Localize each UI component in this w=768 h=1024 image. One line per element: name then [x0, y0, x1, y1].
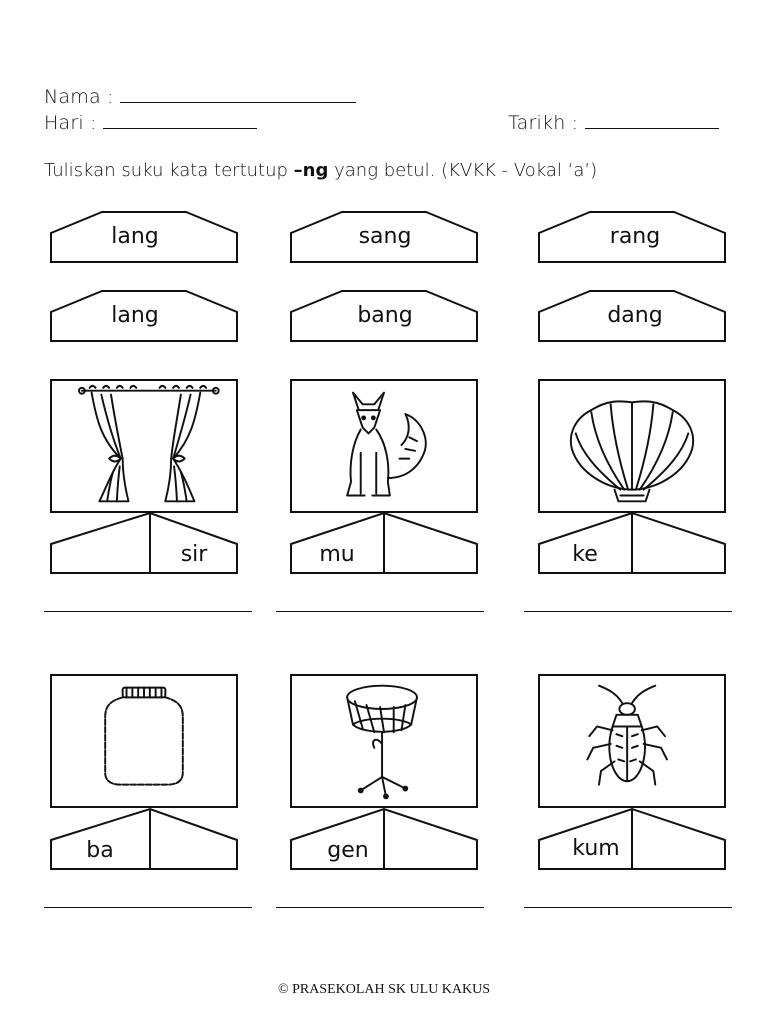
instruction: [44, 160, 597, 181]
picture-box: [50, 674, 238, 808]
syllable-label: gen: [327, 838, 369, 863]
beetle-icon: [540, 676, 724, 806]
choice-house[interactable]: [50, 290, 238, 342]
syllable-label: kum: [572, 836, 620, 861]
answer-line[interactable]: [276, 611, 484, 612]
answer-line[interactable]: [524, 611, 732, 612]
choice-house[interactable]: [538, 290, 726, 342]
answer-house[interactable]: [50, 808, 238, 870]
nama-field[interactable]: [120, 88, 356, 103]
choice-label: rang: [609, 224, 661, 249]
answer-house[interactable]: [538, 808, 726, 870]
picture-box: [290, 674, 478, 808]
nama-row: [44, 86, 356, 108]
answer-line[interactable]: [276, 907, 484, 908]
jar-icon: [52, 676, 236, 806]
curtain-icon: [52, 381, 236, 511]
syllable-label: sir: [180, 542, 208, 567]
answer-line[interactable]: [44, 907, 252, 908]
footer-copyright: © PRASEKOLAH SK ULU KAKUS: [277, 982, 491, 997]
choice-house[interactable]: [290, 290, 478, 342]
answer-line[interactable]: [44, 611, 252, 612]
hari-field[interactable]: [103, 114, 257, 129]
choice-label: lang: [111, 303, 159, 328]
syllable-label: ke: [572, 542, 598, 567]
picture-box: [290, 379, 478, 513]
picture-box: [50, 379, 238, 513]
choice-house[interactable]: [290, 211, 478, 263]
tarikh-label: Tarikh :: [508, 112, 579, 134]
choice-label: bang: [357, 303, 413, 328]
drum-icon: [292, 676, 476, 806]
choice-label: dang: [607, 303, 663, 328]
syllable-label: ba: [86, 838, 114, 863]
hari-row: [44, 112, 257, 134]
picture-box: [538, 379, 726, 513]
answer-house[interactable]: [290, 512, 478, 574]
choice-house[interactable]: [50, 211, 238, 263]
choice-label: sang: [358, 224, 412, 249]
instruction-text: Tuliskan suku kata tertutup: [44, 160, 294, 181]
answer-house[interactable]: [50, 512, 238, 574]
syllable-label: mu: [319, 542, 355, 567]
answer-line[interactable]: [524, 907, 732, 908]
answer-house[interactable]: [290, 808, 478, 870]
answer-house[interactable]: [538, 512, 726, 574]
fox-icon: [292, 381, 476, 511]
instruction-bold: –ng: [293, 160, 329, 181]
instruction-text-end: yang betul. (KVKK - Vokal ‘a’): [328, 160, 598, 181]
tarikh-field[interactable]: [585, 114, 719, 129]
shell-icon: [540, 381, 724, 511]
nama-label: Nama :: [44, 86, 114, 108]
choice-house[interactable]: [538, 211, 726, 263]
choice-label: lang: [111, 224, 159, 249]
hari-label: Hari :: [44, 112, 97, 134]
tarikh-row: [508, 112, 719, 134]
picture-box: [538, 674, 726, 808]
